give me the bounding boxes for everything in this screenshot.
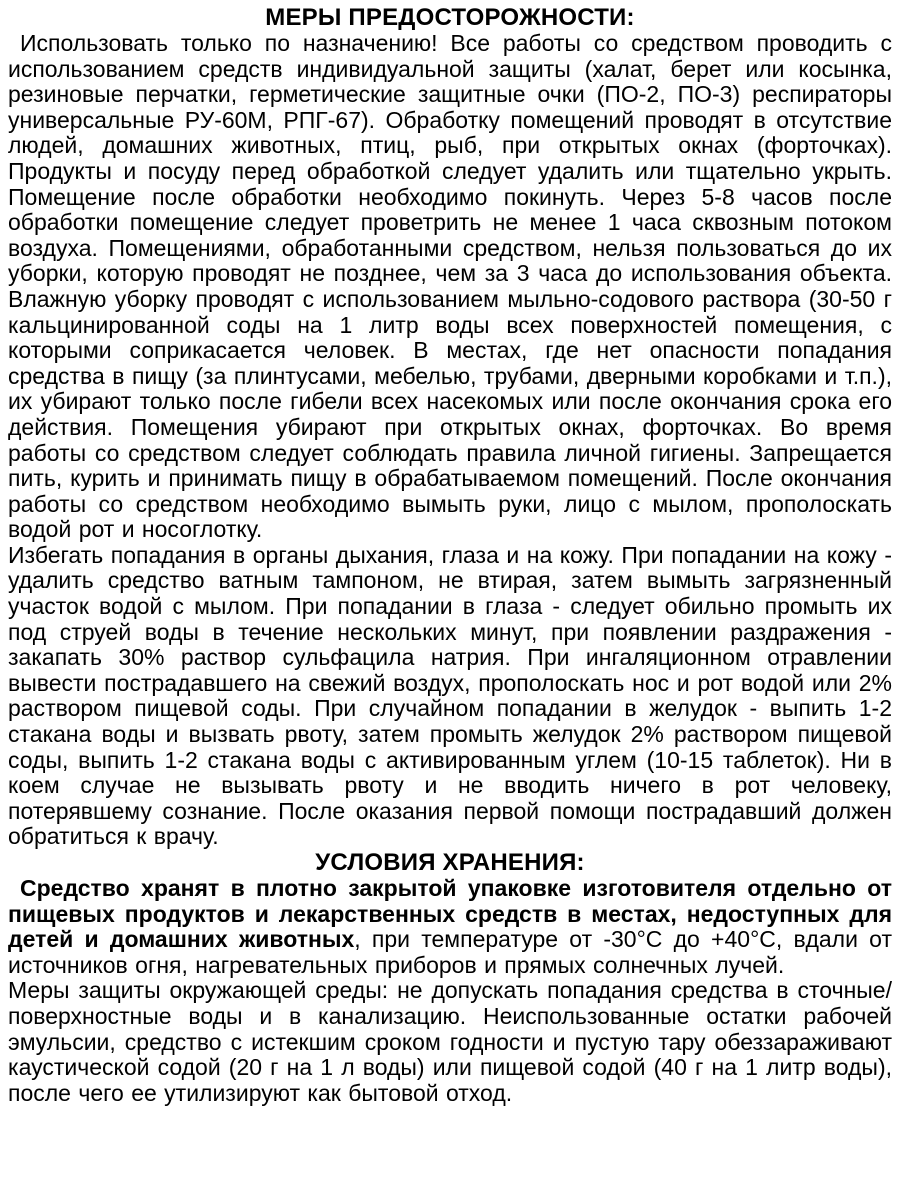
storage-environment-paragraph: Меры защиты окружающей среды: не допускать попадания средства в сточные/поверхностные воды и в канализацию. Неиспользованные остатки рабочей эмульсии, средство с истекшим сроком годности и пустую тару обеззараживают каустической содой (20 г на 1 л воды) или пищевой содой (40 г на 1 литр воды), после чего ее утилизируют как бытовой отход. (8, 977, 892, 1106)
precautions-section-heading: МЕРЫ ПРЕДОСТОРОЖНОСТИ: (265, 4, 635, 31)
storage-conditions-regular-text: , при температуре от -30°С до +40°С, вдали от источников огня, нагревательных приборов и прямых солнечных лучей. (8, 926, 892, 978)
storage-conditions-bold-text: Средство хранят в плотно закрытой упаковке изготовителя отдельно от пищевых продуктов и лекарственных средств в местах, недоступных для детей и домашних животных (8, 875, 892, 953)
storage-section-heading: УСЛОВИЯ ХРАНЕНИЯ: (315, 849, 585, 876)
storage-conditions-paragraph (8, 876, 892, 978)
precautions-first-aid-paragraph: Избегать попадания в органы дыхания, глаза и на кожу. При попадании на кожу - удалить средство ватным тампоном, не втирая, затем вымыть загрязненный участок водой с мылом. При попадании в глаза - следует обильно промыть их под струей воды в течение нескольких минут, при появлении раздражения - закапать 30% раствор сульфацила натрия. При ингаляционном отравлении вывести пострадавшего на свежий воздух, прополоскать нос и рот водой или 2% раствором пищевой соды. При случайном попадании в желудок - выпить 1-2 стакана воды и вызвать рвоту, затем промыть желудок 2% раствором пищевой соды, выпить 1-2 стакана воды с активированным углем (10-15 таблеток). Ни в коем случае не вызывать рвоту и не вводить ничего в рот человеку, потерявшему сознание. После оказания первой помощи пострадавший должен обратиться к врачу. (8, 541, 892, 850)
precautions-usage-paragraph: Использовать только по назначению! Все работы со средством проводить с использованием средств индивидуальной защиты (халат, берет или косынка, резиновые перчатки, герметические защитные очки (ПО-2, ПО-3) респираторы универсальные РУ-60М, РПГ-67). Обработку помещений проводят в отсутствие людей, домашних животных, птиц, рыб, при открытых окнах (форточках). Продукты и посуду перед обработкой следует удалить или тщательно укрыть. Помещение после обработки необходимо покинуть. Через 5-8 часов после обработки помещение следует проветрить не менее 1 часа сквозным потоком воздуха. Помещениями, обработанными средством, нельзя пользоваться до их уборки, которую проводят не позднее, чем за 3 часа до использования объекта. Влажную уборку проводят с использованием мыльно-содового раствора (30-50 г кальцинированной соды на 1 литр воды всех поверхностей помещения, с которыми соприкасается человек. В местах, где нет опасности попадания средства в пищу (за плинтусами, мебелью, трубами, дверными коробками и т.п.), их убирают только после гибели всех насекомых или после окончания срока его действия. Помещения убирают при открытых окнах, форточках. Во время работы со средством следует соблюдать правила личной гигиены. Запрещается пить, курить и принимать пищу в обрабатываемом помещений. После окончания работы со средством необходимо вымыть руки, лицо с мылом, прополоскать водой рот и носоглотку. (8, 30, 892, 543)
